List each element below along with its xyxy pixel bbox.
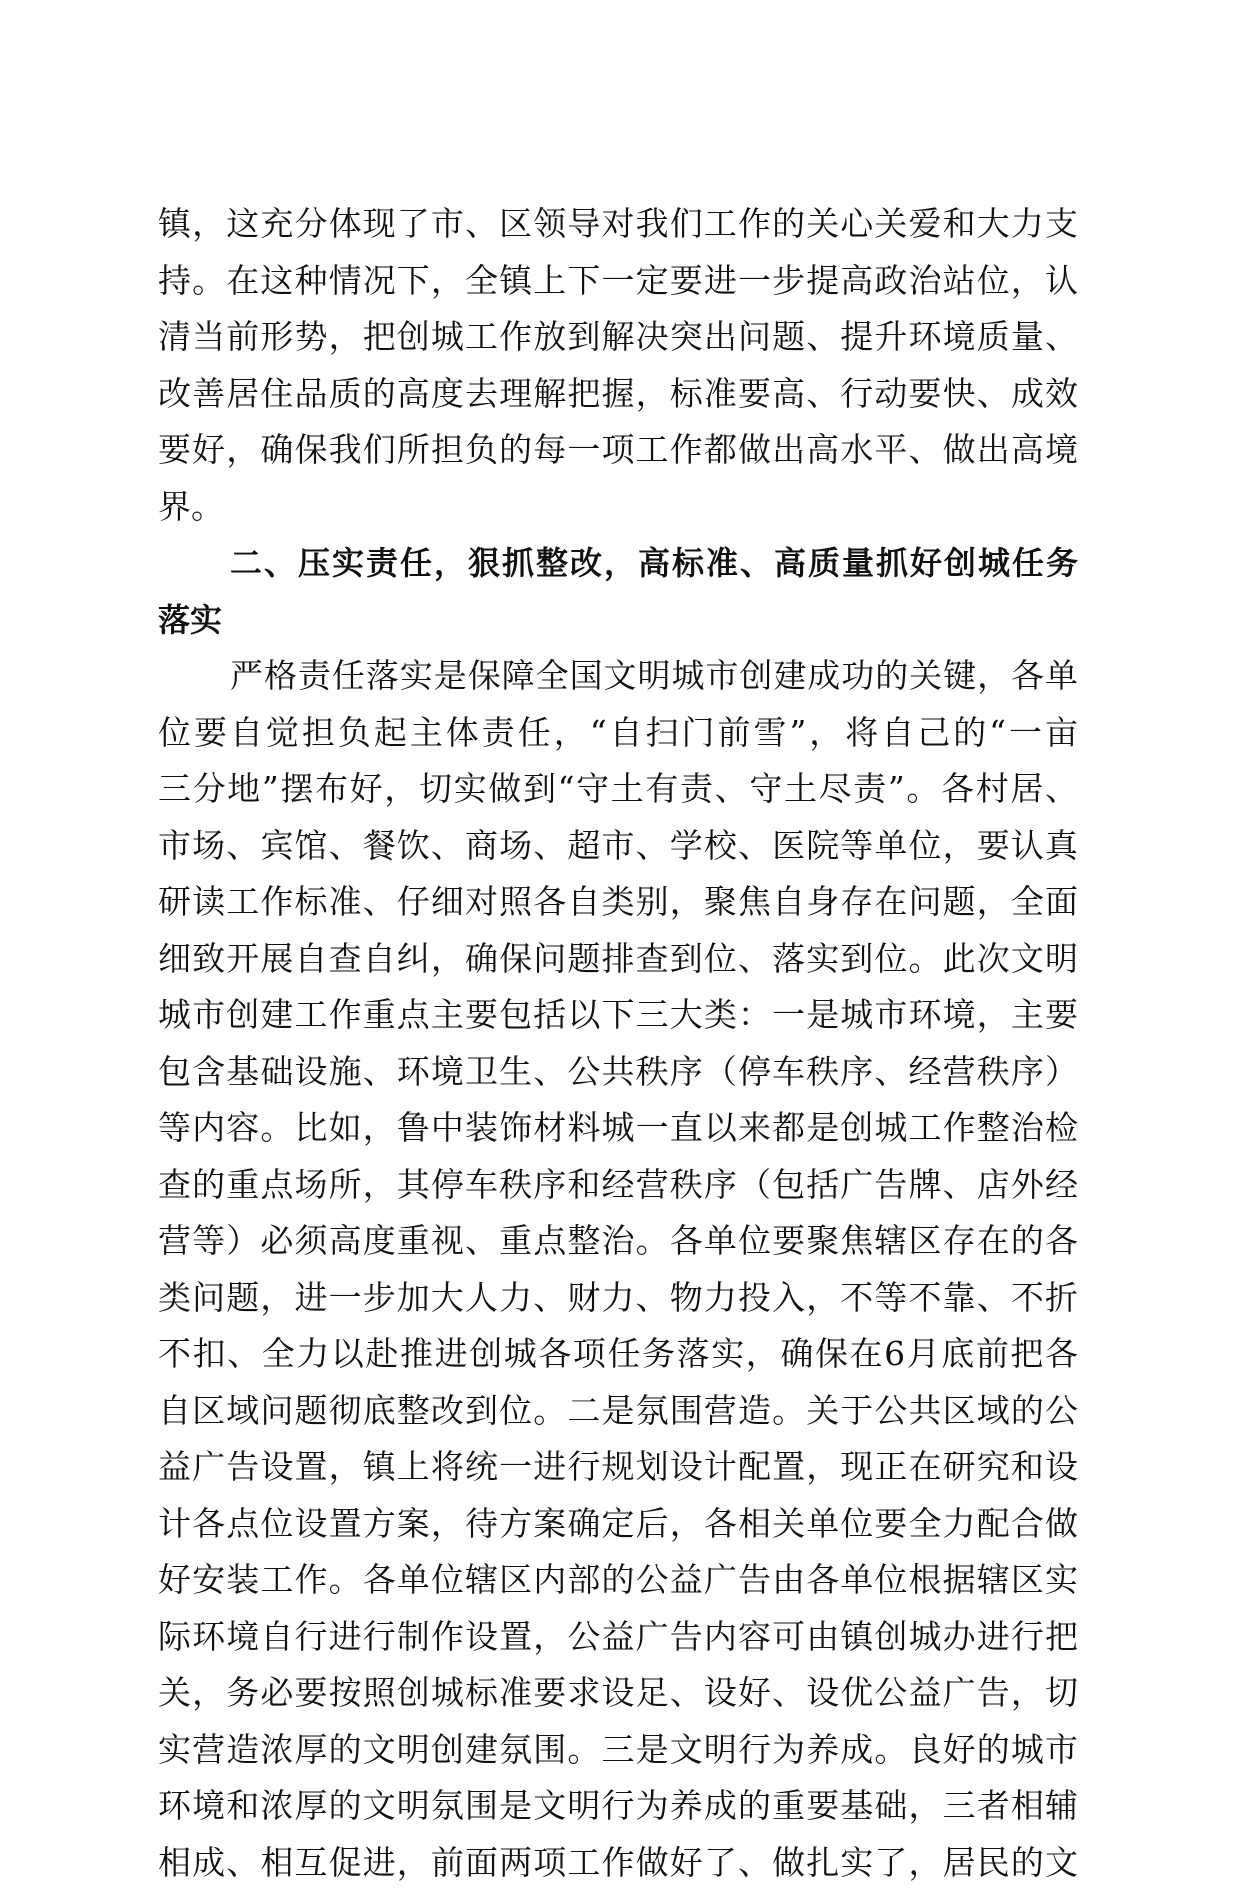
text-line: 细致开展自查自纠，确保问题排查到位、落实到位。此次文明 bbox=[158, 931, 1078, 988]
text-line: 计各点位设置方案，待方案确定后，各相关单位要全力配合做 bbox=[158, 1496, 1078, 1553]
heading-line: 落实 bbox=[158, 592, 1078, 649]
text-line: 关，务必要按照创城标准要求设足、设好、设优公益广告，切 bbox=[158, 1665, 1078, 1722]
text-line: 际环境自行进行制作设置，公益广告内容可由镇创城办进行把 bbox=[158, 1609, 1078, 1666]
text-line: 等内容。比如，鲁中装饰材料城一直以来都是创城工作整治检 bbox=[158, 1100, 1078, 1157]
paragraph-continuation bbox=[158, 196, 1078, 535]
text-line: 营等）必须高度重视、重点整治。各单位要聚焦辖区存在的各 bbox=[158, 1213, 1078, 1270]
text-line: 改善居住品质的高度去理解把握，标准要高、行动要快、成效 bbox=[158, 366, 1078, 423]
text-line: 城市创建工作重点主要包括以下三大类：一是城市环境，主要 bbox=[158, 987, 1078, 1044]
text-line: 实营造浓厚的文明创建氛围。三是文明行为养成。良好的城市 bbox=[158, 1722, 1078, 1779]
paragraph-body bbox=[158, 648, 1078, 1891]
text-line: 包含基础设施、环境卫生、公共秩序（停车秩序、经营秩序） bbox=[158, 1044, 1078, 1101]
text-line: 位要自觉担负起主体责任，“自扫门前雪”，将自己的“一亩 bbox=[158, 705, 1078, 762]
text-line: 类问题，进一步加大人力、财力、物力投入，不等不靠、不折 bbox=[158, 1270, 1078, 1327]
text-line: 持。在这种情况下，全镇上下一定要进一步提高政治站位，认 bbox=[158, 253, 1078, 310]
document-body bbox=[158, 196, 1078, 1891]
text-line: 环境和浓厚的文明氛围是文明行为养成的重要基础，三者相辅 bbox=[158, 1778, 1078, 1835]
text-line: 益广告设置，镇上将统一进行规划设计配置，现正在研究和设 bbox=[158, 1439, 1078, 1496]
text-line: 三分地”摆布好，切实做到“守土有责、守土尽责”。各村居、 bbox=[158, 761, 1078, 818]
text-line: 要好，确保我们所担负的每一项工作都做出高水平、做出高境 bbox=[158, 422, 1078, 479]
text-line: 相成、相互促进，前面两项工作做好了、做扎实了，居民的文 bbox=[158, 1835, 1078, 1891]
section-heading bbox=[158, 535, 1078, 648]
text-line: 市场、宾馆、餐饮、商场、超市、学校、医院等单位，要认真 bbox=[158, 818, 1078, 875]
text-line: 查的重点场所，其停车秩序和经营秩序（包括广告牌、店外经 bbox=[158, 1157, 1078, 1214]
text-line: 好安装工作。各单位辖区内部的公益广告由各单位根据辖区实 bbox=[158, 1552, 1078, 1609]
text-line: 自区域问题彻底整改到位。二是氛围营造。关于公共区域的公 bbox=[158, 1383, 1078, 1440]
text-line: 严格责任落实是保障全国文明城市创建成功的关键，各单 bbox=[158, 648, 1078, 705]
text-line: 清当前形势，把创城工作放到解决突出问题、提升环境质量、 bbox=[158, 309, 1078, 366]
text-line: 界。 bbox=[158, 479, 1078, 536]
text-line: 研读工作标准、仔细对照各自类别，聚焦自身存在问题，全面 bbox=[158, 874, 1078, 931]
text-line: 镇，这充分体现了市、区领导对我们工作的关心关爱和大力支 bbox=[158, 196, 1078, 253]
heading-line: 二、压实责任，狠抓整改，高标准、高质量抓好创城任务 bbox=[158, 535, 1078, 592]
text-line: 不扣、全力以赴推进创城各项任务落实，确保在6月底前把各 bbox=[158, 1326, 1078, 1383]
